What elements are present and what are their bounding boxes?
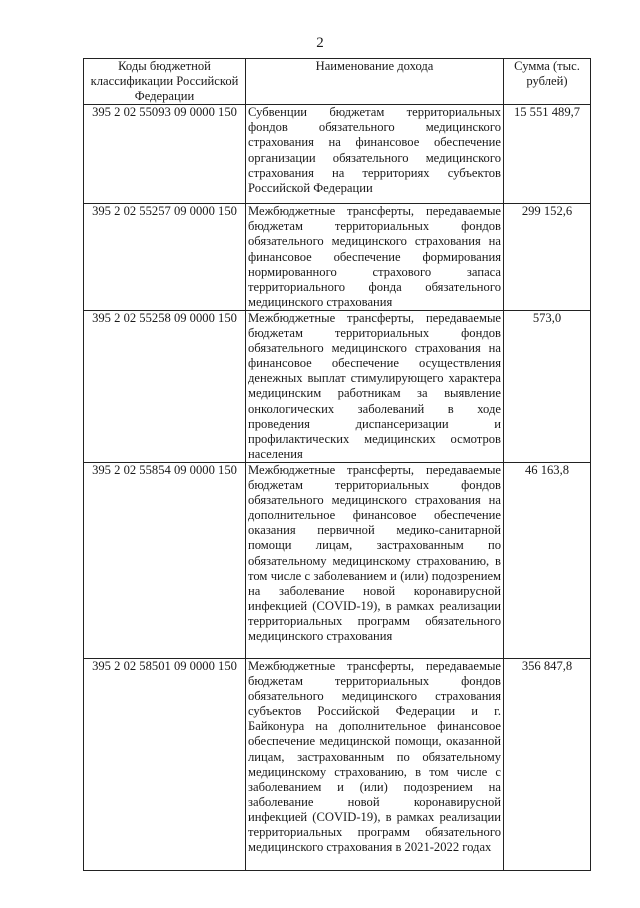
table-header-row: [84, 59, 591, 105]
budget-code-cell: 395 2 02 55093 09 0000 150: [84, 105, 246, 204]
header-amount: Сумма (тыс. рублей): [504, 59, 591, 105]
budget-code-cell: 395 2 02 55258 09 0000 150: [84, 310, 246, 462]
table-row: [84, 105, 591, 204]
revenue-name-cell: Межбюджетные трансферты, передаваемые бюджетам территориальных фондов обязательного медицинского страхования на дополнительное финансовое обеспечение оказания первичной медико-санитарной помощи лицам, застрахованным по обязательному медицинскому страхованию, в том числе с заболеванием и (или) подозрением на заболевание новой коронавирусной инфекцией (COVID-19), в рамках реализации территориальных программ обязательного медицинского страхования: [246, 462, 504, 658]
amount-cell: 46 163,8: [504, 462, 591, 658]
header-budget-codes: Коды бюджетной классификации Российской Федерации: [84, 59, 246, 105]
budget-code-cell: 395 2 02 58501 09 0000 150: [84, 658, 246, 870]
page-number: 2: [316, 35, 324, 51]
amount-cell: 356 847,8: [504, 658, 591, 870]
budget-code-cell: 395 2 02 55257 09 0000 150: [84, 204, 246, 311]
table-row: [84, 204, 591, 311]
revenue-name-cell: Субвенции бюджетам территориальных фондов обязательного медицинского страхования на финансовое обеспечение организации обязательного медицинского страхования на территориях субъектов Российской Федерации: [246, 105, 504, 204]
header-revenue-name: Наименование дохода: [246, 59, 504, 105]
revenue-name-cell: Межбюджетные трансферты, передаваемые бюджетам территориальных фондов обязательного медицинского страхования субъектов Российской Федерации и г. Байконура на дополнительное финансовое обеспечение медицинской помощи, оказанной лицам, застрахованным по обязательному медицинскому страхованию, в том числе с заболеванием и (или) подозрением на заболевание новой коронавирусной инфекцией (COVID-19), в рамках реализации территориальных программ обязательного медицинского страхования в 2021-2022 годах: [246, 658, 504, 870]
budget-revenue-table: [83, 58, 591, 871]
table-row: [84, 658, 591, 870]
budget-code-cell: 395 2 02 55854 09 0000 150: [84, 462, 246, 658]
table-row: [84, 462, 591, 658]
amount-cell: 15 551 489,7: [504, 105, 591, 204]
amount-cell: 299 152,6: [504, 204, 591, 311]
revenue-name-cell: Межбюджетные трансферты, передаваемые бюджетам территориальных фондов обязательного медицинского страхования на финансовое обеспечение формирования нормированного страхового запаса территориального фонда обязательного медицинского страхования: [246, 204, 504, 311]
amount-cell: 573,0: [504, 310, 591, 462]
table-row: [84, 310, 591, 462]
revenue-name-cell: Межбюджетные трансферты, передаваемые бюджетам территориальных фондов обязательного медицинского страхования на финансовое обеспечение осуществления денежных выплат стимулирующего характера медицинским работникам за выявление онкологических заболеваний в ходе проведения диспансеризации и профилактических медицинских осмотров населения: [246, 310, 504, 462]
